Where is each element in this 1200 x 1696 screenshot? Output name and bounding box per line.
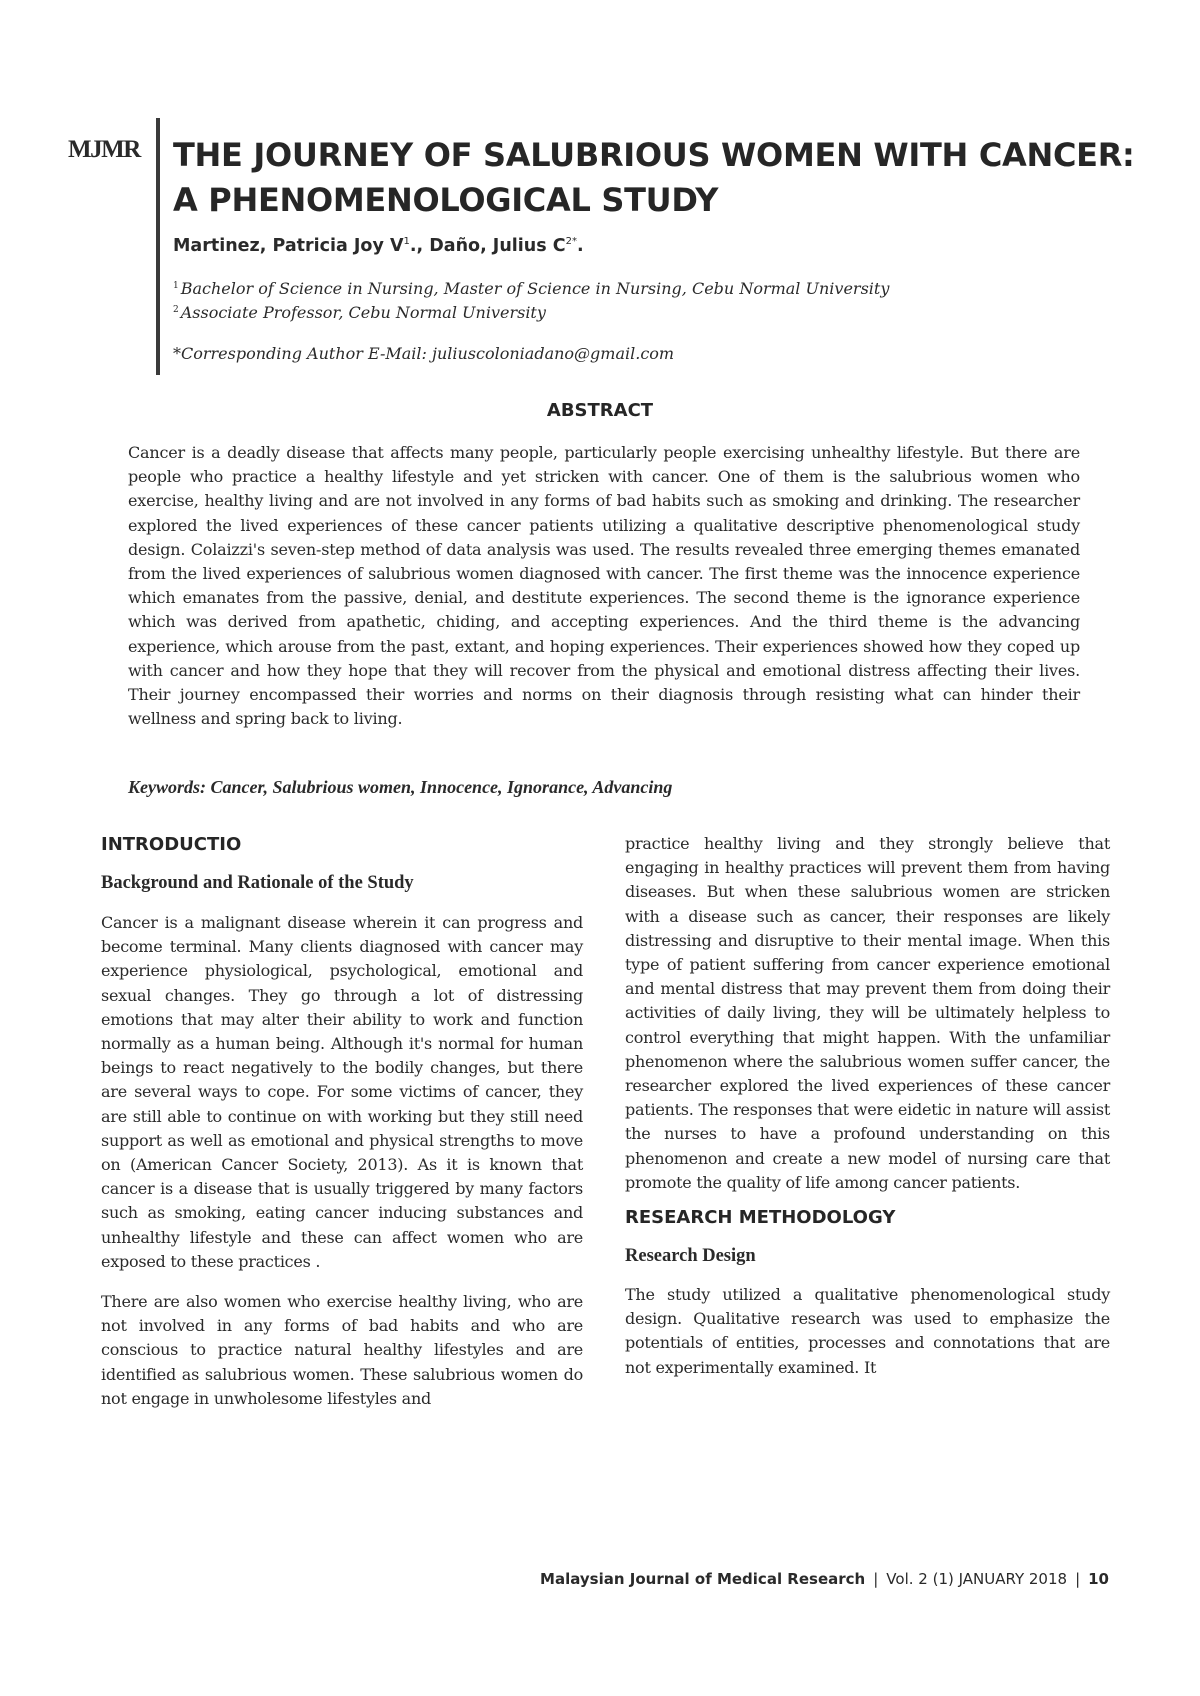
methodology-heading: RESEARCH METHODOLOGY [625,1207,896,1229]
affiliation-1-sup: 1 [173,280,179,291]
abstract-heading: ABSTRACT [546,400,654,421]
right-column [625,832,1110,1380]
authors-end: . [576,236,584,256]
left-column [101,832,583,1411]
title-divider-bar [156,118,160,375]
page-number: 10 [1088,1570,1109,1588]
title-line-2: A PHENOMENOLOGICAL STUDY [173,181,719,219]
author-2: Daño, Julius C [429,236,566,256]
corresponding-author: *Corresponding Author E-Mail: juliuscoloniadano@gmail.com [173,344,675,363]
title-line-1: THE JOURNEY OF SALUBRIOUS WOMEN WITH CANCER: [173,136,1135,174]
intro-subheading: Background and Rationale of the Study [101,873,414,893]
affiliation-2-text: Associate Professor, Cebu Normal University [180,303,546,322]
intro-heading: INTRODUCTIO [101,834,242,855]
authors-line [173,236,584,256]
author-separator: ., [409,236,430,256]
intro-paragraph-2: There are also women who exercise healthy living, who are not involved in any forms of bad habits and who are conscious to practice natural healthy lifestyles and are identified as salubrious women. These salubrious women do not engage in unwholesome lifestyles and [101,1292,583,1408]
abstract-text: Cancer is a deadly disease that affects many people, particularly people exercising unhealthy lifestyle. But there are people who practice a healthy lifestyle and yet stricken with cancer. One of them is the salubrious women who exercise, healthy living and are not involved in any forms of bad habits such as smoking and drinking. The researcher explored the lived experiences of these cancer patients utilizing a qualitative descriptive phenomenological study design. Colaizzi's seven-step method of data analysis was used. The results revealed three emerging themes emanated from the lived experiences of salubrious women diagnosed with cancer. The first theme was the innocence experience which emanates from the passive, denial, and destitute experiences. The second theme is the ignorance experience which was derived from apathetic, chiding, and accepting experiences. And the third theme is the advancing experience, which arouse from the past, extant, and hoping experiences. Their experiences showed how they coped up with cancer and how they hope that they will recover from the physical and emotional distress affecting their lives. Their journey encompassed their worries and norms on their diagnosis through resisting what can hinder their wellness and spring back to living. [128,443,1080,729]
footer-journal-name: Malaysian Journal of Medical Research [540,1570,866,1588]
page-footer [0,1570,1109,1588]
author-1: Martinez, Patricia Joy V [173,236,404,256]
affiliation-2 [173,303,546,322]
affiliation-2-sup: 2 [173,304,179,315]
author-1-sup: 1 [403,236,410,248]
research-design-subheading: Research Design [625,1246,756,1267]
affiliation-1-text: Bachelor of Science in Nursing, Master of Science in Nursing, Cebu Normal University [180,279,890,298]
footer-volume: Vol. 2 (1) JANUARY 2018 [886,1570,1068,1588]
methodology-paragraph-1: The study utilized a qualitative phenomenological study design. Qualitative research was used to emphasize the potentials of entities, processes and connotations that are not experimentally examined. It [625,1285,1110,1377]
footer-separator-1: | [873,1570,879,1588]
author-2-sup: 2* [565,236,577,248]
paper-title [173,133,1133,223]
intro-paragraph-1: Cancer is a malignant disease wherein it can progress and become terminal. Many clients diagnosed with cancer may experience physiological, psychological, emotional and sexual changes. They go through a lot of distressing emotions that may alter their ability to work and function normally as a human being. Although it's normal for human beings to react negatively to the bodily changes, but there are several ways to cope. For some victims of cancer, they are still able to continue on with working but they still need support as well as emotional and physical strengths to move on (American Cancer Society, 2013). As it is known that cancer is a disease that is usually triggered by many factors such as smoking, eating cancer inducing substances and unhealthy lifestyle and these can affect women who are exposed to these practices . [101,913,583,1271]
footer-separator-2: | [1075,1570,1081,1588]
affiliation-1 [173,279,889,298]
intro-paragraph-3: practice healthy living and they strongly believe that engaging in healthy practices will prevent them from having diseases. But when these salubrious women are stricken with a disease such as cancer, their responses are likely distressing and disruptive to their mental image. When this type of patient suffering from cancer experience emotional and mental distress that may prevent them from doing their activities of daily living, they will be ultimately helpless to control everything that might happen. With the unfamiliar phenomenon where the salubrious women suffer cancer, the researcher explored the lived experiences of these cancer patients. The responses that were eidetic in nature will assist the nurses to have a profound understanding on this phenomenon and create a new model of nursing care that promote the quality of life among cancer patients. [625,834,1110,1192]
keywords: Keywords: Cancer, Salubrious women, Innocence, Ignorance, Advancing [128,777,673,797]
journal-logo: MJMR [68,136,140,163]
